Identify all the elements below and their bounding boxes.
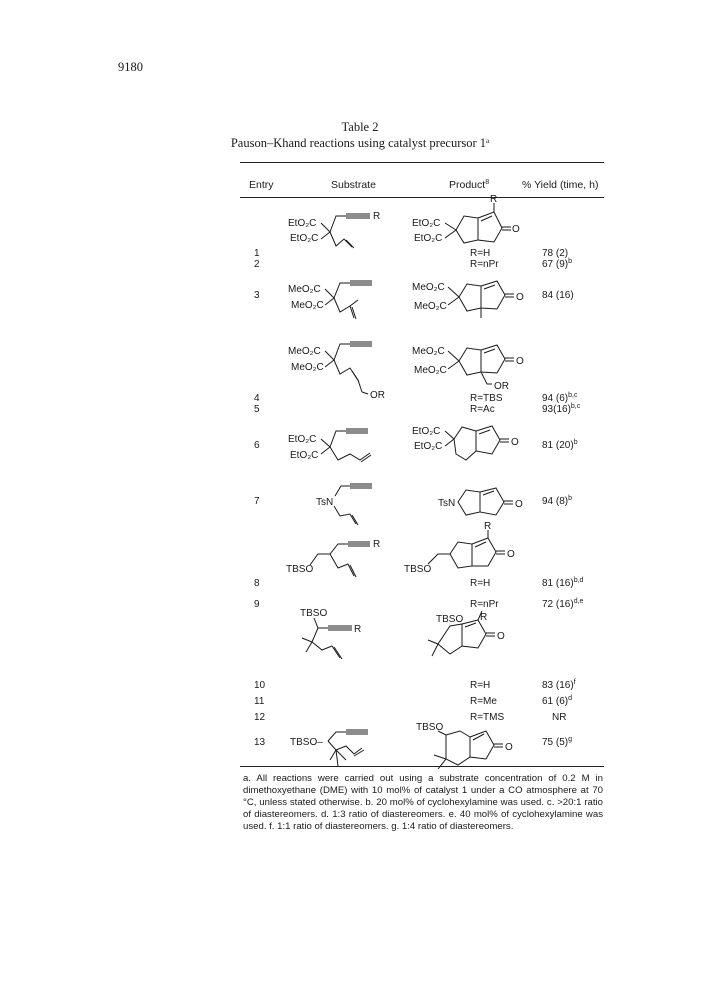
entry-number: 10 xyxy=(254,680,266,691)
r-group-label: R xyxy=(373,539,381,550)
yield-value xyxy=(542,259,572,270)
ester-label: MeO₂C xyxy=(291,362,324,373)
yield-note: g xyxy=(568,736,573,743)
entry-number: 12 xyxy=(254,712,266,723)
r-substituent: R=Me xyxy=(470,696,497,707)
r-substituent: R=H xyxy=(470,680,491,691)
ester-label: MeO₂C xyxy=(291,300,324,311)
carbonyl-label: O xyxy=(511,437,519,448)
header-yield: % Yield (time, h) xyxy=(522,179,599,191)
yield-value xyxy=(542,737,572,748)
entry-number: 8 xyxy=(254,578,260,589)
carbonyl-label: O xyxy=(497,631,505,642)
yield-value xyxy=(542,496,572,507)
header-product xyxy=(449,179,489,191)
entry-number: 2 xyxy=(254,259,260,270)
silyl-ether-label: TBSO xyxy=(416,722,444,733)
yield-text: 84 (16) xyxy=(542,290,574,301)
ester-label: EtO₂C xyxy=(412,426,441,437)
ester-label: MeO₂C xyxy=(412,282,445,293)
yield-note: b xyxy=(573,439,578,446)
entry-number: 4 xyxy=(254,393,260,404)
ester-label: EtO₂C xyxy=(290,233,319,244)
r-group-label: R xyxy=(484,521,492,532)
r-group-label: R xyxy=(354,624,362,635)
yield-value xyxy=(542,404,580,415)
ether-label: OR xyxy=(494,381,509,392)
ether-label: OR xyxy=(370,390,385,401)
entry-number: 13 xyxy=(254,737,266,748)
yield-note: b xyxy=(568,495,573,502)
yield-text: 94 (6) xyxy=(542,393,569,404)
substrate-8-structure xyxy=(286,532,416,592)
yield-note: b,c xyxy=(570,403,581,410)
ester-label: MeO₂C xyxy=(288,284,321,295)
silyl-ether-label: TBSO xyxy=(286,564,314,575)
yield-text: 72 (16) xyxy=(542,599,574,610)
r-group-label: R xyxy=(490,194,498,205)
carbonyl-label: O xyxy=(512,224,520,235)
yield-value xyxy=(552,712,566,723)
table-caption-sup: a xyxy=(486,137,490,145)
ester-label: MeO₂C xyxy=(412,346,445,357)
ester-label: EtO₂C xyxy=(414,233,443,244)
yield-text: 78 (2) xyxy=(542,248,569,259)
entry-number: 7 xyxy=(254,496,260,507)
ester-label: EtO₂C xyxy=(290,450,319,461)
table-title xyxy=(0,119,720,151)
table-caption xyxy=(0,135,720,151)
yield-value xyxy=(542,248,568,259)
page-number: 9180 xyxy=(118,60,143,74)
carbonyl-label: O xyxy=(515,499,523,510)
substrate-3-structure xyxy=(288,274,408,334)
yield-value xyxy=(542,696,572,707)
yield-note: d xyxy=(568,695,573,702)
carbonyl-label: O xyxy=(516,292,524,303)
substrate-13-structure xyxy=(290,722,430,770)
entry-number: 5 xyxy=(254,404,260,415)
product-10-structure xyxy=(412,612,542,682)
ester-label: EtO₂C xyxy=(414,441,443,452)
silyl-ether-label: TBSO xyxy=(404,564,432,575)
header-entry: Entry xyxy=(249,179,274,191)
ester-label: EtO₂C xyxy=(288,434,317,445)
yield-text: 81 (16) xyxy=(542,578,574,589)
yield-text: 75 (5) xyxy=(542,737,569,748)
substrate-10-structure xyxy=(300,606,410,672)
substrate-6-structure xyxy=(288,416,418,476)
product-3-structure xyxy=(412,272,542,336)
yield-note: f xyxy=(573,679,576,686)
carbonyl-label: O xyxy=(516,356,524,367)
r-group-label: R xyxy=(480,612,488,623)
header-product-text: Product xyxy=(449,179,486,191)
r-substituent: R=nPr xyxy=(470,599,499,610)
ester-label: MeO₂C xyxy=(288,346,321,357)
table-number: Table 2 xyxy=(341,120,379,134)
yield-value xyxy=(542,290,574,301)
yield-text: 61 (6) xyxy=(542,696,569,707)
yield-text: NR xyxy=(552,712,567,723)
product-13-structure xyxy=(416,721,546,777)
yield-text: 67 (9) xyxy=(542,259,569,270)
substrate-4-structure xyxy=(288,334,418,404)
table-footnotes: a. All reactions were carried out using a substrate concentration of 0.2 M in dimethoxyethane (DME) with 10 mol% of catalyst 1 under a CO atmosphere at 70 °C, unless stated otherwise. b. 20 mol% of cyclohexylamine was used. c. >20:1 ratio of diastereomers. d. 1:3 ratio of diastereomers. e. 40 mol% of cyclohexylamine was used. f. 1:1 ratio of diastereomers. g. 1:4 ratio of diastereomers. xyxy=(243,773,603,832)
r-substituent: R=nPr xyxy=(470,259,499,270)
yield-note: d,e xyxy=(573,598,584,605)
silyl-ether-label: TBSO xyxy=(436,614,464,625)
entry-number: 11 xyxy=(254,696,265,707)
header-substrate: Substrate xyxy=(331,179,376,191)
entry-number: 9 xyxy=(254,599,260,610)
ester-label: MeO₂C xyxy=(414,301,447,312)
silyl-ether-label: TBSO xyxy=(300,608,328,619)
table-bottom-rule xyxy=(240,766,604,767)
sulfonamide-label: TsN xyxy=(316,497,334,508)
yield-value xyxy=(542,599,583,610)
yield-text: 83 (16) xyxy=(542,680,574,691)
ester-label: EtO₂C xyxy=(412,218,441,229)
carbonyl-label: O xyxy=(507,549,515,560)
silyl-ether-label: TBSO– xyxy=(290,737,323,748)
r-substituent: R=H xyxy=(470,248,491,259)
yield-value xyxy=(542,680,576,691)
yield-text: 94 (8) xyxy=(542,496,569,507)
r-substituent: R=H xyxy=(470,578,491,589)
entry-number: 3 xyxy=(254,290,260,301)
yield-note: b xyxy=(568,258,573,265)
entry-number: 1 xyxy=(254,248,260,259)
r-substituent: R=Ac xyxy=(470,404,495,415)
yield-value xyxy=(542,578,583,589)
carbonyl-label: O xyxy=(505,742,513,753)
sulfonamide-label: TsN xyxy=(438,498,456,509)
r-group-label: R xyxy=(373,211,381,222)
header-product-sup: 8 xyxy=(485,179,490,186)
r-substituent: R=TBS xyxy=(470,393,503,404)
yield-text: 81 (20) xyxy=(542,440,574,451)
table-caption-text: Pauson–Khand reactions using catalyst precursor 1 xyxy=(230,136,487,150)
product-8-structure xyxy=(404,522,544,586)
entry-number: 6 xyxy=(254,440,260,451)
substrate-1-structure xyxy=(288,201,408,267)
yield-note: b,d xyxy=(573,577,584,584)
yield-text: 93(16) xyxy=(542,404,571,415)
ester-label: EtO₂C xyxy=(288,218,317,229)
r-substituent: R=TMS xyxy=(470,712,505,723)
yield-value xyxy=(542,440,578,451)
ester-label: MeO₂C xyxy=(414,365,447,376)
yield-note: b,c xyxy=(568,392,578,399)
table-top-rule xyxy=(240,162,604,163)
product-6-structure xyxy=(412,418,542,478)
